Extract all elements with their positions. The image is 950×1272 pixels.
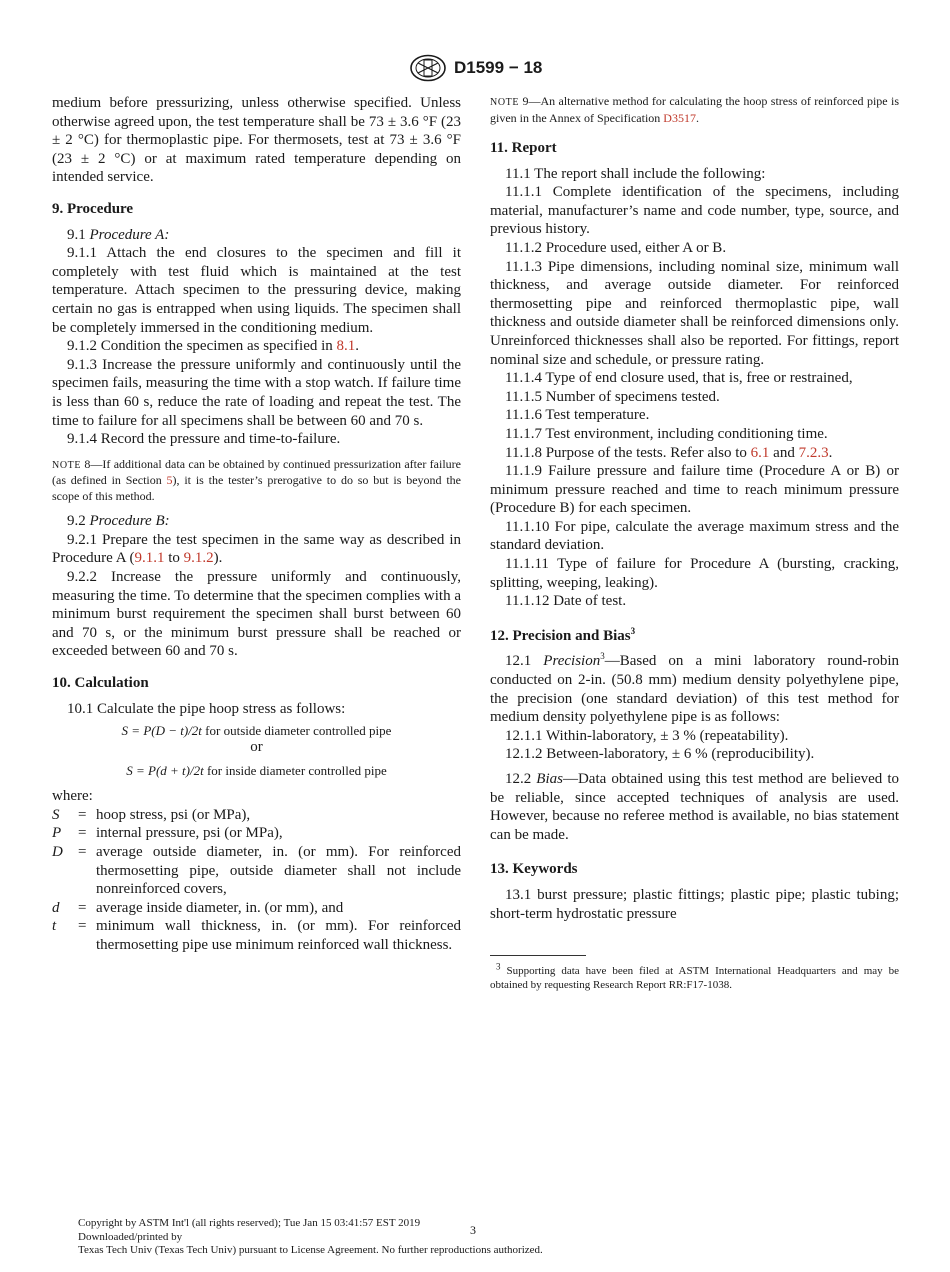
para-9-1-4: 9.1.4 Record the pressure and time-to-failure. <box>67 431 341 448</box>
page-number: 3 <box>470 1223 476 1237</box>
definition-row <box>52 917 461 954</box>
note-8-text-a: 8—If additional data can be obtained by continued pressurization after failure (as defined in Section <box>52 456 461 488</box>
para-11-1: 11.1 The report shall include the following: <box>505 165 766 182</box>
para-9-1 <box>52 226 461 245</box>
precision-label: Precision <box>543 653 601 670</box>
formula-2-math: S = P(d + t)/2t <box>126 763 204 779</box>
downloaded-line: Downloaded/printed by <box>78 1230 183 1243</box>
license-line: Texas Tech Univ (Texas Tech Univ) pursuant to License Agreement. No further reproductions authorized. <box>78 1244 543 1256</box>
para-9-2-1-end: ). <box>213 550 223 567</box>
link-6-1[interactable]: 6.1 <box>750 444 770 461</box>
note-9-text-a: 9—An alternative method for calculating the hoop stress of reinforced pipe is given in the Annex of Specification <box>490 94 899 125</box>
definition-symbol: D <box>52 843 63 860</box>
document-id: D1599 − 18 <box>454 58 543 77</box>
para-11-1-10: 11.1.10 For pipe, calculate the average maximum stress and the standard deviation. <box>490 518 899 554</box>
para-11-1-5: 11.1.5 Number of specimens tested. <box>505 388 720 405</box>
definition-text: average inside diameter, in. (or mm), and <box>96 899 344 916</box>
definition-symbol: d <box>52 899 60 916</box>
definition-equals: = <box>78 843 87 860</box>
para-11-1-12: 11.1.12 Date of test. <box>505 593 627 610</box>
section-9-heading: 9. Procedure <box>52 200 134 217</box>
definition-text: average outside diameter, in. (or mm). For reinforced thermosetting pipe, outside diameter shall not include nonreinforced covers, <box>96 843 461 898</box>
para-9-2-1-mid: to <box>164 550 184 567</box>
bias-label: Bias <box>536 771 563 787</box>
intro-paragraph: medium before pressurizing, unless otherwise specified. Unless otherwise agreed upon, the test temperature shall be 73 ± 3.6 °F (23 ± 2 °C) for thermoplastic pipe. For thermosets, test at 73 ± 3.6 °F (23 ± 2 °C) or at maximum rated temperature depending on intended service. <box>52 95 461 186</box>
para-10-1: 10.1 Calculate the pipe hoop stress as follows: <box>67 700 346 717</box>
copyright-line: Copyright by ASTM Int'l (all rights reserved); Tue Jan 15 03:41:57 EST 2019 <box>78 1217 421 1229</box>
para-11-1-11: 11.1.11 Type of failure for Procedure A (bursting, cracking, splitting, weeping, leaking). <box>490 556 899 591</box>
definition-row <box>52 843 461 899</box>
para-12-1-number: 12.1 <box>505 653 532 670</box>
definition-row <box>52 824 461 843</box>
definition-equals: = <box>78 918 87 935</box>
para-12-2-text: —Data obtained using this test method are believed to be reliable, since accepted techniques of analysis are used. However, because no referee method is available, no bias statement can be made. <box>490 771 899 843</box>
para-12-1-1: 12.1.1 Within-laboratory, ± 3 % (repeatability). <box>505 727 789 744</box>
para-9-2-2: 9.2.2 Increase the pressure uniformly and continuously, measuring the time. To determine that the specimen complies with a minimum burst requirement the specimen shall burst between 60 and 70 s, or the minimum burst pressure shall be reached or exceeded between 60 and 70 s. <box>52 568 461 660</box>
para-9-1-2-text: 9.1.2 Condition the specimen as specified in <box>67 338 333 355</box>
definition-text: hoop stress, psi (or MPa), <box>96 806 251 823</box>
formula-inside-diameter <box>52 762 461 779</box>
where-label: where: <box>52 788 93 805</box>
para-9-1-1: 9.1.1 Attach the end closures to the specimen and fill it completely with test fluid which is maintained at the test temperature. Attach specimen to the pressuring device, making certain no gas is entrapped when using liquids. The specimen shall be completely immersed in the conditioning medium. <box>52 245 461 336</box>
para-9-2-1 <box>52 531 461 568</box>
para-11-1-2: 11.1.2 Procedure used, either A or B. <box>505 239 727 256</box>
para-11-1-8-mid: and <box>769 444 799 461</box>
para-11-1-9: 11.1.9 Failure pressure and failure time (Procedure A or B) or minimum pressure reached and time to reach minimum pressure (Procedure B) for each specimen. <box>490 463 899 517</box>
para-12-1-2: 12.1.2 Between-laboratory, ± 6 % (reproducibility). <box>505 746 815 763</box>
definition-text: minimum wall thickness, in. (or mm). For reinforced thermosetting pipe use minimum reinforced wall thickness. <box>96 918 461 953</box>
section-10-heading: 10. Calculation <box>52 674 149 691</box>
link-9-1-1[interactable]: 9.1.1 <box>134 550 165 567</box>
note-8 <box>52 457 461 505</box>
definition-equals: = <box>78 806 87 823</box>
formula-1-text: for outside diameter controlled pipe <box>201 723 392 739</box>
para-12-1 <box>490 652 899 726</box>
para-12-2-number: 12.2 <box>505 771 532 787</box>
para-11-1-3: 11.1.3 Pipe dimensions, including nominal size, minimum wall thickness, and average outside diameter. For reinforced thermosetting pipe and reinforced thermoplastic pipe, wall thickness and outside diameter shall be reinforced dimensions only. Unreinforced thicknesses shall also be reported. For fittings, report nominal size and schedule, or pressure rating. <box>490 258 899 368</box>
note-9 <box>490 94 899 126</box>
definition-text: internal pressure, psi (or MPa), <box>96 825 283 842</box>
footnote-divider <box>490 955 586 956</box>
para-12-2 <box>490 770 899 844</box>
definition-symbol: S <box>52 806 60 823</box>
definition-row <box>52 806 461 825</box>
para-9-1-2 <box>52 337 461 356</box>
section-12-title: 12. Precision and Bias <box>490 627 631 644</box>
para-11-1-8-end: . <box>828 444 833 461</box>
para-11-1-4: 11.1.4 Type of end closure used, that is, free or restrained, <box>505 370 853 387</box>
definitions-list <box>52 806 461 955</box>
link-d3517[interactable]: D3517 <box>663 110 696 125</box>
section-11-heading: 11. Report <box>490 140 557 156</box>
para-11-1-8-text: 11.1.8 Purpose of the tests. Refer also to <box>505 444 751 461</box>
section-13-heading: 13. Keywords <box>490 861 578 878</box>
formula-outside-diameter <box>52 722 461 739</box>
right-column <box>490 94 899 992</box>
link-7-2-3[interactable]: 7.2.3 <box>798 444 829 461</box>
link-section-5[interactable]: 5 <box>166 473 173 488</box>
para-9-2 <box>52 512 461 531</box>
para-11-1-7: 11.1.7 Test environment, including conditioning time. <box>505 425 828 442</box>
footnote-number: 3 <box>496 961 501 972</box>
para-11-1-1: 11.1.1 Complete identification of the specimens, including material, manufacturer’s name and code number, type, source, and previous history. <box>490 184 899 238</box>
astm-logo-icon <box>409 54 447 82</box>
para-12-1-text: —Based on a mini laboratory round-robin conducted on 2-in. (50.8 mm) medium density polyethylene pipe, the precision (one standard deviation) of this test method for medium density polyethylene pipe is as follows: <box>490 653 899 726</box>
para-9-1-3: 9.1.3 Increase the pressure uniformly and continuously until the specimen fails, measuring the time with a stop watch. If failure time is less than 60 s, reduce the rate of loading and repeat the test. The time to failure for all specimens shall be between 60 and 70 s. <box>52 356 461 429</box>
definition-row <box>52 899 461 918</box>
note-8-text-b: ), it is the tester’s prerogative to do so but is beyond the scope of this method. <box>52 473 461 503</box>
definition-symbol: t <box>52 918 57 935</box>
link-8-1[interactable]: 8.1 <box>336 338 356 355</box>
para-9-2-number: 9.2 <box>67 513 86 530</box>
para-9-1-number: 9.1 <box>67 226 86 243</box>
definition-equals: = <box>78 899 87 916</box>
procedure-a-label: Procedure A: <box>89 226 170 243</box>
note-8-label: NOTE <box>52 459 82 471</box>
formula-1-math: S = P(D − t)/2t <box>121 723 202 739</box>
footnote-marker: 3 <box>630 625 636 636</box>
formula-2-text: for inside diameter controlled pipe <box>203 763 387 779</box>
left-column <box>52 94 461 954</box>
definition-symbol: P <box>52 825 62 842</box>
para-13-1: 13.1 burst pressure; plastic fittings; plastic pipe; plastic tubing; short-term hydrostatic pressure <box>490 886 899 922</box>
footnote-marker: 3 <box>600 651 605 662</box>
footnote-3 <box>490 961 899 992</box>
section-12-heading <box>490 627 899 646</box>
note-9-text-b: . <box>695 110 699 125</box>
procedure-b-label: Procedure B: <box>89 513 170 530</box>
footnote-text: Supporting data have been filed at ASTM International Headquarters and may be obtained by requesting Research Report RR:F17-1038. <box>490 965 899 992</box>
para-11-1-8 <box>490 444 899 463</box>
definition-equals: = <box>78 825 87 842</box>
formula-or: or <box>250 739 263 756</box>
note-9-label: NOTE <box>490 97 520 108</box>
para-11-1-6: 11.1.6 Test temperature. <box>505 407 650 424</box>
para-9-2-1-text: 9.2.1 Prepare the test specimen in the same way as described in Procedure A ( <box>52 531 461 567</box>
page-header <box>0 54 950 84</box>
link-9-1-2[interactable]: 9.1.2 <box>183 550 214 567</box>
para-9-1-2-end: . <box>355 338 360 355</box>
